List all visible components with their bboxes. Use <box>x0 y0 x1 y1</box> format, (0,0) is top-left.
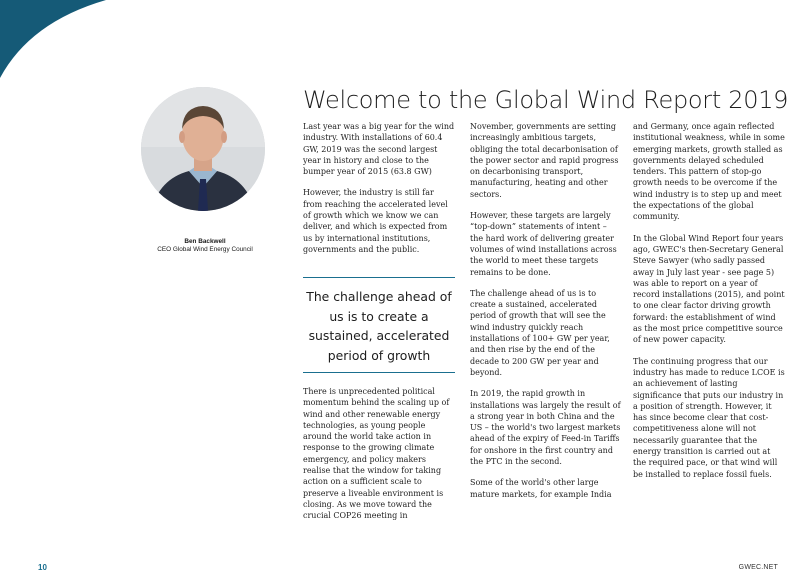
column-1-bottom <box>303 386 455 532</box>
paragraph: The challenge ahead of us is to create a sustained, accelerated period of growth that will see the wind industry quickly reach installations of 100+ GW per year, and then rise by the end of the decade to 200 GW per year and beyond. <box>470 288 610 377</box>
pull-quote-text: The challenge ahead of us is to create a sustained, accelerated period of growth <box>306 289 452 363</box>
corner-decoration <box>0 0 110 80</box>
column-1-top <box>303 121 455 265</box>
paragraph: In 2019, the rapid growth in installations was largely the result of a strong year in both China and the US – the world's two largest markets ahead of the expiry of Feed-in Tariffs for onshore in the first country and the PTC in the second. <box>470 389 621 467</box>
paragraph: The continuing progress that our industry has made to reduce LCOE is an achievement of lasting significance that puts our industry in a position of strength. However, it has since become clear that cost-competitiveness alone will not necessarily guarantee that the energy transition is carried out at the required pace, or that wind will be installed to replace fossil fuels. <box>633 356 785 479</box>
pull-quote <box>303 277 455 373</box>
paragraph: However, the industry is still far from reaching the accelerated level of growth which we know we can deliver, and which is expected from us by international institutions, governments and the public. <box>303 188 448 254</box>
paragraph: Some of the world's other large mature markets, for example India <box>470 478 612 499</box>
paragraph: and Germany, once again reflected institutional weakness, while in some emerging markets, growth stalled as governments delayed scheduled tenders. This pattern of stop-go growth needs to be overcome if the wind industry is to step up and meet the expectations of the global community. <box>633 122 785 222</box>
paragraph: November, governments are setting increasingly ambitious targets, obliging the total decarbonisation of the power sector and rapid progress on decarbonising transport, manufacturing, heating and other sectors. <box>470 122 619 199</box>
portrait-role: CEO Global Wind Energy Council <box>157 246 253 253</box>
pull-quote-rule-bottom <box>303 372 455 373</box>
page-title: Welcome to the Global Wind Report 2019 <box>303 86 789 114</box>
paragraph: However, these targets are largely “top-down” statements of intent – the hard work of delivering greater volumes of wind installations across the world to meet these targets remains to be done. <box>470 211 617 277</box>
portrait-name: Ben Backwell <box>184 238 226 245</box>
portrait-photo <box>141 87 265 211</box>
column-2 <box>470 121 622 510</box>
page-number: 10 <box>38 563 47 572</box>
paragraph: There is unprecedented political momentum behind the scaling up of wind and other renewable energy technologies, as young people around the world take action in response to the growing climate emergency, and policy makers realise that the window for taking action on a sufficient scale to preserve a liveable environment is closing. As we move toward the crucial COP26 meeting in <box>303 387 450 521</box>
pull-quote-rule-top <box>303 277 455 278</box>
paragraph: In the Global Wind Report four years ago, GWEC's then-Secretary General Steve Sawyer (who sadly passed away in July last year - see page 5) was able to report on a year of record installations (2015), and point to one clear factor driving growth forward: the establishment of wind as the most price competitive source of new power capacity. <box>633 233 785 345</box>
paragraph: Last year was a big year for the wind industry. With installations of 60.4 GW, 2019 was the second largest year in history and close to the bumper year of 2015 (63.8 GW) <box>303 122 455 177</box>
column-3 <box>633 121 785 490</box>
site-url[interactable]: GWEC.NET <box>738 564 778 571</box>
